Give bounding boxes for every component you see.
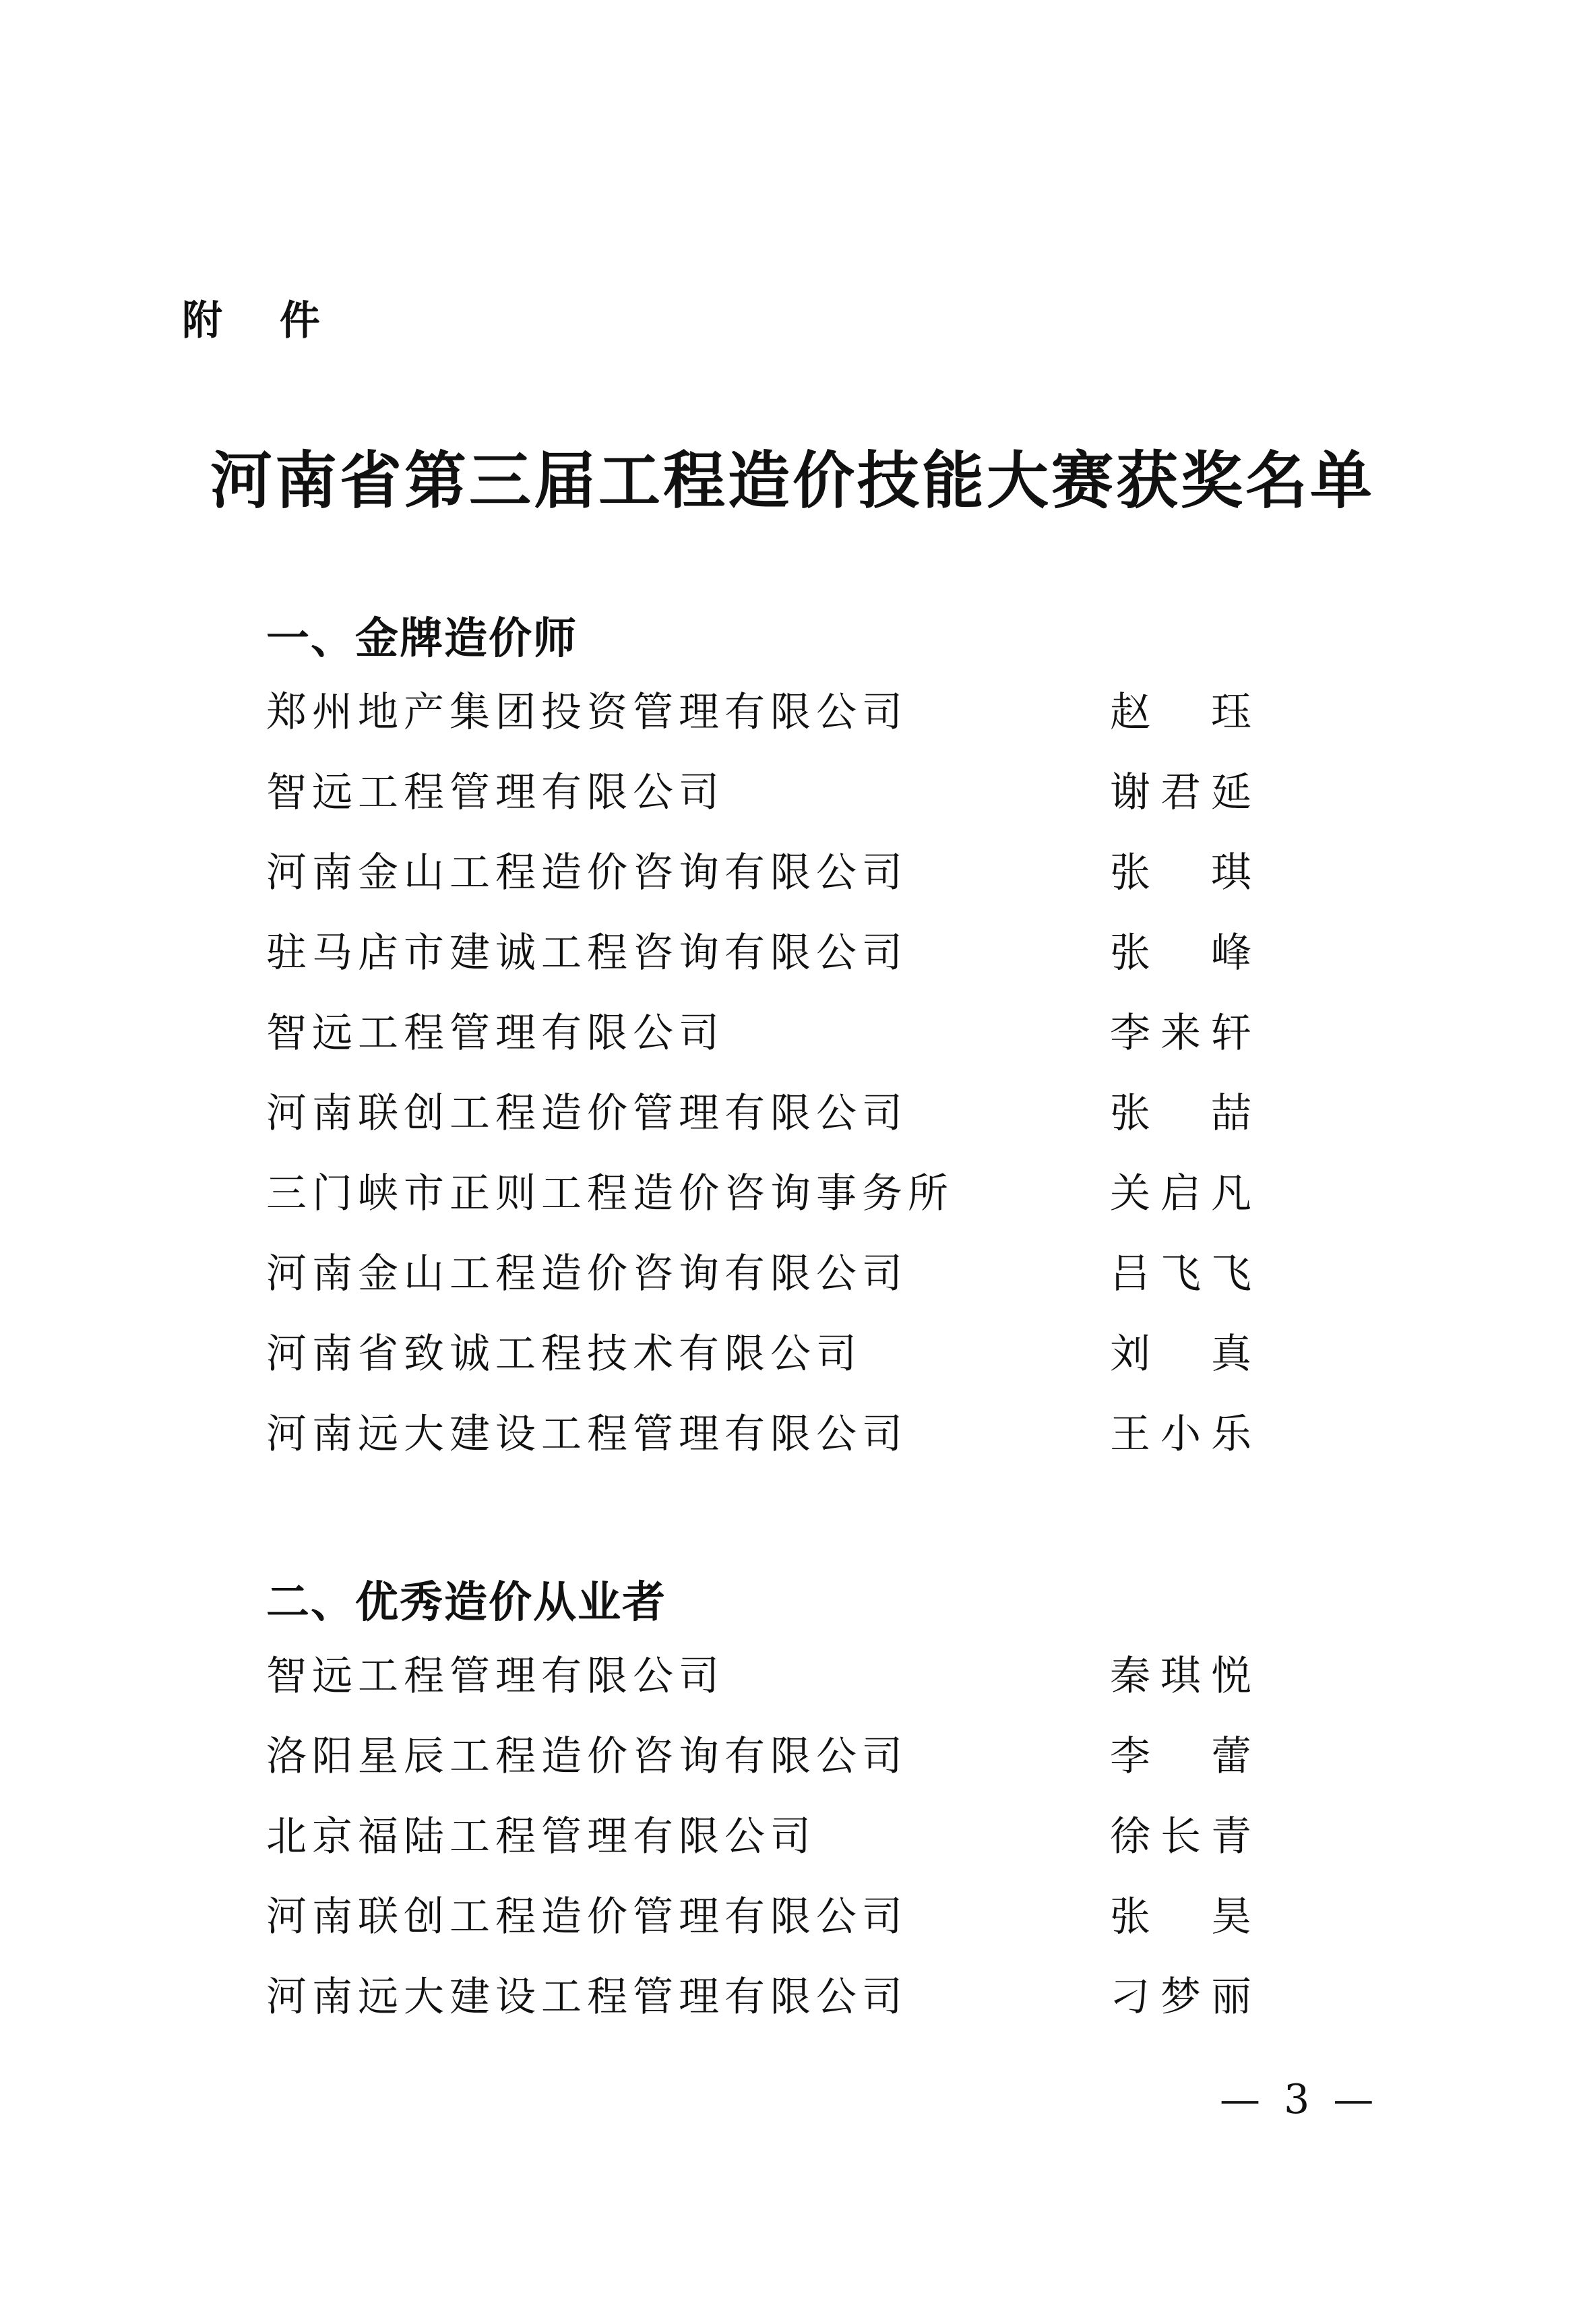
list-item — [266, 913, 1250, 993]
winner-name: 关启凡 — [1110, 1170, 1251, 1217]
winner-name: 刘 真 — [1110, 1331, 1251, 1378]
section-heading-gold: 一、金牌造价师 — [266, 614, 578, 664]
winner-name: 李来轩 — [1110, 1010, 1251, 1057]
winner-name: 赵 珏 — [1110, 689, 1251, 736]
winner-name: 李 蕾 — [1110, 1733, 1251, 1780]
list-item — [266, 1957, 1250, 2038]
list-item — [266, 993, 1250, 1074]
winner-name: 张 琪 — [1110, 849, 1251, 896]
document-title: 河南省第三届工程造价技能大赛获奖名单 — [210, 444, 1375, 517]
winner-name: 张 峰 — [1110, 929, 1251, 977]
section-heading-excellent: 二、优秀造价从业者 — [266, 1578, 666, 1628]
list-item — [266, 1074, 1250, 1154]
list-item — [266, 1797, 1250, 1877]
organization-name: 河南联创工程造价管理有限公司 — [266, 1090, 908, 1137]
list-item — [266, 1234, 1250, 1314]
organization-name: 河南金山工程造价咨询有限公司 — [266, 1250, 908, 1297]
list-item — [266, 753, 1250, 833]
list-item — [266, 1877, 1250, 1957]
organization-name: 河南金山工程造价咨询有限公司 — [266, 849, 908, 896]
organization-name: 河南联创工程造价管理有限公司 — [266, 1893, 908, 1940]
page-number: — 3 — — [1220, 2076, 1379, 2123]
list-item — [266, 1717, 1250, 1797]
attachment-label: 附 件 — [182, 297, 342, 344]
organization-name: 驻马店市建诚工程咨询有限公司 — [266, 929, 908, 977]
list-item — [266, 673, 1250, 753]
organization-name: 智远工程管理有限公司 — [266, 1010, 724, 1057]
winner-name: 刁梦丽 — [1110, 1974, 1251, 2021]
organization-name: 郑州地产集团投资管理有限公司 — [266, 689, 908, 736]
organization-name: 智远工程管理有限公司 — [266, 769, 724, 816]
list-item — [266, 833, 1250, 913]
winner-name: 王小乐 — [1110, 1411, 1251, 1458]
award-list-excellent — [266, 1637, 1250, 2038]
award-list-gold — [266, 673, 1250, 1475]
organization-name: 三门峡市正则工程造价咨询事务所 — [266, 1170, 954, 1217]
winner-name: 吕飞飞 — [1110, 1250, 1251, 1297]
organization-name: 河南省致诚工程技术有限公司 — [266, 1331, 862, 1378]
winner-name: 张 喆 — [1110, 1090, 1251, 1137]
winner-name: 谢君延 — [1110, 769, 1251, 816]
organization-name: 智远工程管理有限公司 — [266, 1653, 724, 1700]
organization-name: 洛阳星辰工程造价咨询有限公司 — [266, 1733, 908, 1780]
organization-name: 北京福陆工程管理有限公司 — [266, 1813, 816, 1860]
organization-name: 河南远大建设工程管理有限公司 — [266, 1974, 908, 2021]
list-item — [266, 1395, 1250, 1475]
list-item — [266, 1154, 1250, 1234]
winner-name: 徐长青 — [1110, 1813, 1251, 1860]
organization-name: 河南远大建设工程管理有限公司 — [266, 1411, 908, 1458]
winner-name: 秦琪悦 — [1110, 1653, 1251, 1700]
list-item — [266, 1314, 1250, 1395]
list-item — [266, 1637, 1250, 1717]
winner-name: 张 昊 — [1110, 1893, 1251, 1940]
